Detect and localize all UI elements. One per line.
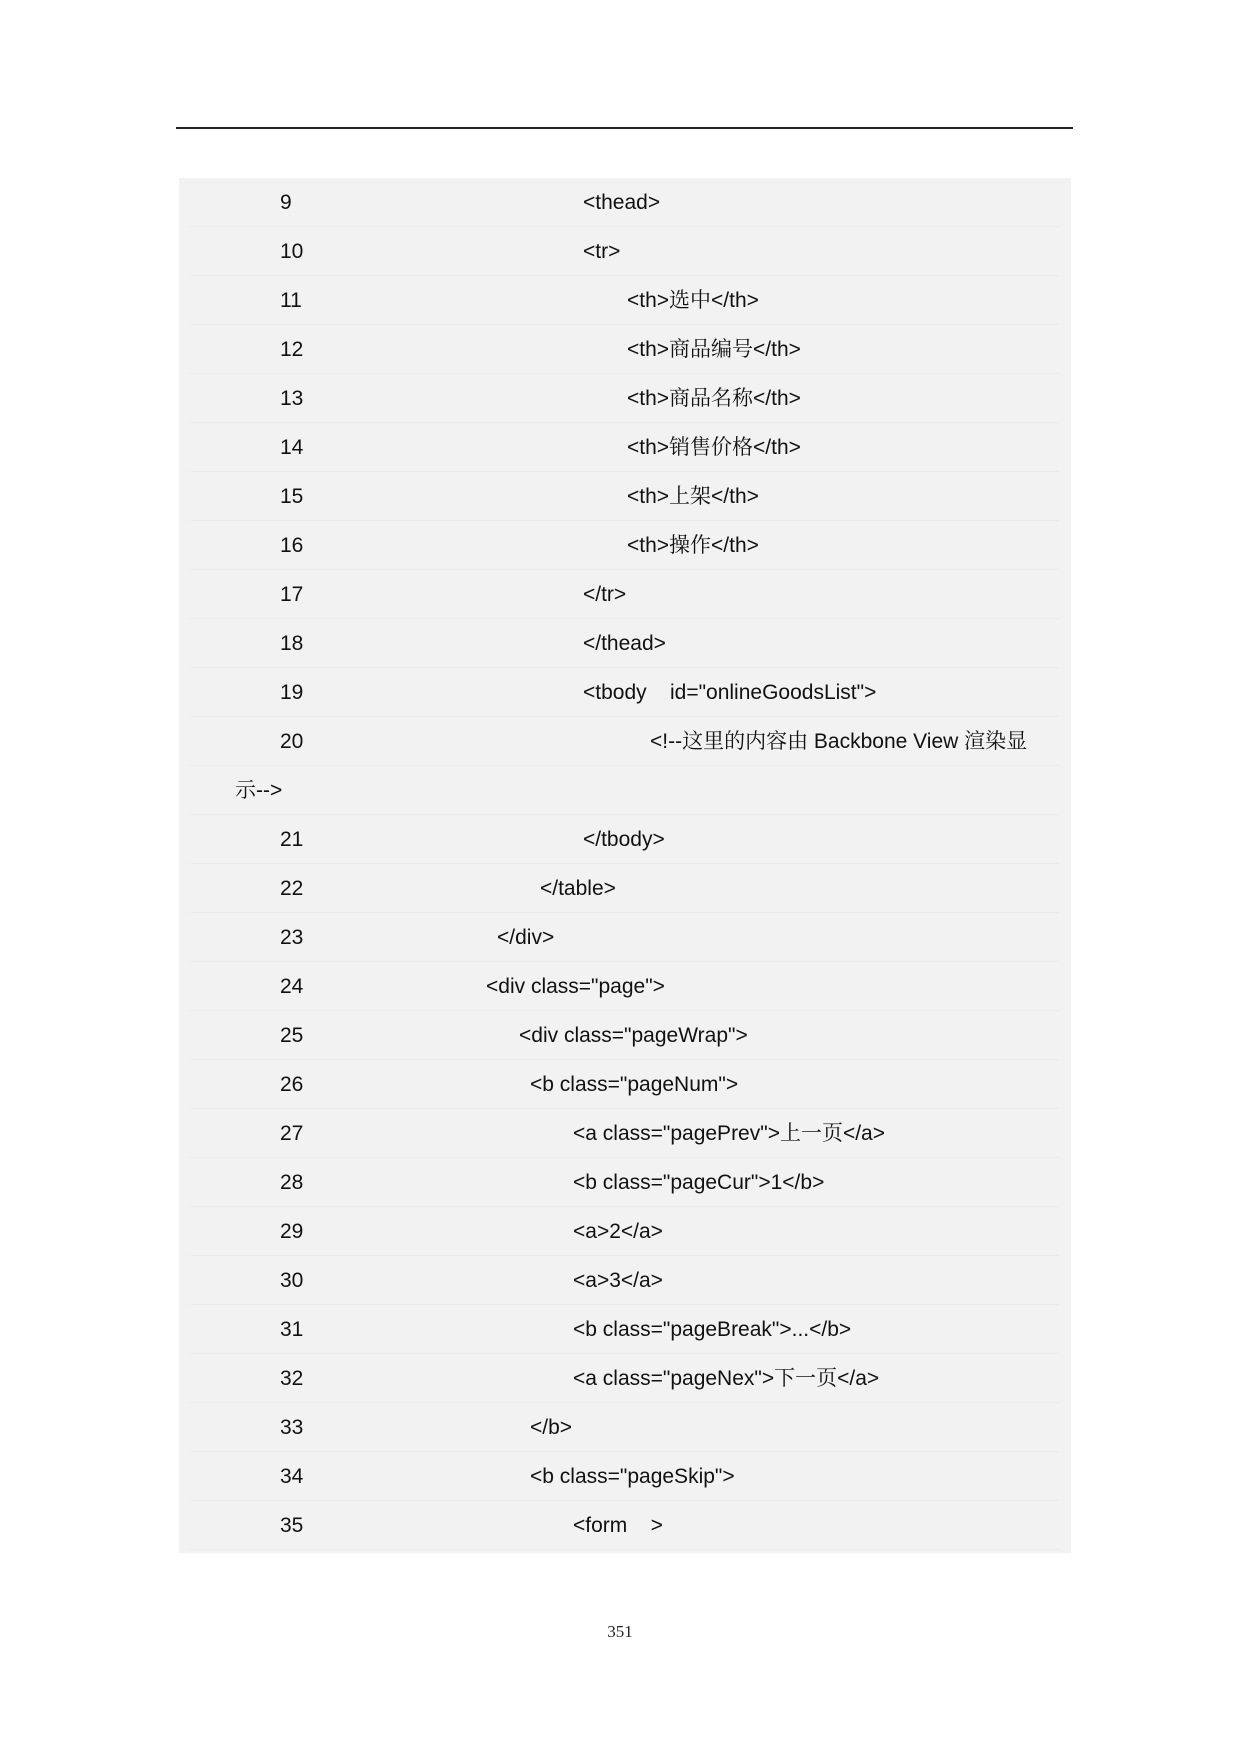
- line-code: 示-->: [235, 779, 283, 802]
- line-code: <b class="pageSkip">: [530, 1465, 735, 1488]
- line-code: <!--这里的内容由 Backbone View 渲染显: [650, 730, 1028, 753]
- line-code: <th>销售价格</th>: [627, 436, 801, 459]
- line-number: 20: [280, 730, 304, 753]
- code-line: [179, 1109, 1071, 1158]
- code-line: [179, 864, 1071, 913]
- code-line: [179, 668, 1071, 717]
- line-number: 23: [280, 926, 304, 949]
- line-code: <b class="pageBreak">...</b>: [573, 1318, 852, 1341]
- line-number: 29: [280, 1220, 304, 1243]
- line-number: 25: [280, 1024, 304, 1047]
- code-listing: [179, 178, 1071, 1553]
- code-line: [179, 1011, 1071, 1060]
- line-number: 9: [280, 191, 292, 214]
- line-code: <th>上架</th>: [627, 485, 759, 508]
- line-number: 26: [280, 1073, 304, 1096]
- line-code: <tr>: [583, 240, 621, 263]
- line-number: 12: [280, 338, 304, 361]
- line-code: </thead>: [583, 632, 666, 655]
- line-number: 15: [280, 485, 304, 508]
- line-code: <thead>: [583, 191, 661, 214]
- line-code: <form >: [573, 1514, 663, 1537]
- code-line: [179, 913, 1071, 962]
- line-number: 21: [280, 828, 304, 851]
- code-line: [179, 1305, 1071, 1354]
- line-number: 28: [280, 1171, 304, 1194]
- line-code: <a>2</a>: [573, 1220, 663, 1243]
- code-line: [179, 1158, 1071, 1207]
- line-code: </tbody>: [583, 828, 665, 851]
- code-line: [179, 325, 1071, 374]
- code-line: [179, 227, 1071, 276]
- code-line: [179, 1060, 1071, 1109]
- code-line: [179, 1256, 1071, 1305]
- code-line: [179, 570, 1071, 619]
- code-line: [179, 276, 1071, 325]
- code-line: [179, 717, 1071, 766]
- code-line: [179, 815, 1071, 864]
- line-number: 22: [280, 877, 304, 900]
- code-line: [179, 619, 1071, 668]
- line-code: <th>商品编号</th>: [627, 338, 801, 361]
- line-code: <a>3</a>: [573, 1269, 663, 1292]
- line-number: 11: [280, 289, 302, 312]
- code-line: [179, 178, 1071, 227]
- line-number: 30: [280, 1269, 304, 1292]
- code-line: [179, 521, 1071, 570]
- line-number: 27: [280, 1122, 304, 1145]
- line-code: </b>: [530, 1416, 573, 1439]
- line-number: 18: [280, 632, 304, 655]
- line-number: 34: [280, 1465, 304, 1488]
- code-line: [179, 1207, 1071, 1256]
- code-line: [179, 374, 1071, 423]
- code-line: [179, 962, 1071, 1011]
- line-number: 14: [280, 436, 304, 459]
- line-code: <tbody id="onlineGoodsList">: [583, 681, 877, 704]
- page-number: 351: [607, 1622, 633, 1641]
- line-code: <th>操作</th>: [627, 534, 759, 557]
- code-line: [179, 1403, 1071, 1452]
- line-code: <b class="pageCur">1</b>: [573, 1171, 825, 1194]
- code-line-wrapped: [179, 766, 1071, 815]
- line-number: 35: [280, 1514, 304, 1537]
- code-line: [179, 1501, 1071, 1550]
- header-rule: [176, 127, 1073, 129]
- code-line: [179, 423, 1071, 472]
- line-number: 33: [280, 1416, 304, 1439]
- line-code: <div class="page">: [486, 975, 665, 998]
- line-code: <th>商品名称</th>: [627, 387, 801, 410]
- line-code: </tr>: [583, 583, 627, 606]
- line-number: 31: [280, 1318, 304, 1341]
- line-number: 32: [280, 1367, 304, 1390]
- line-code: <div class="pageWrap">: [519, 1024, 748, 1047]
- line-number: 10: [280, 240, 304, 263]
- line-code: </div>: [497, 926, 555, 949]
- code-line: [179, 1452, 1071, 1501]
- line-code: <a class="pageNex">下一页</a>: [573, 1367, 880, 1390]
- code-line: [179, 472, 1071, 521]
- line-number: 16: [280, 534, 304, 557]
- line-code: </table>: [540, 877, 616, 900]
- line-number: 19: [280, 681, 304, 704]
- line-number: 13: [280, 387, 304, 410]
- line-code: <a class="pagePrev">上一页</a>: [573, 1122, 885, 1145]
- code-line: [179, 1354, 1071, 1403]
- line-code: <th>选中</th>: [627, 289, 759, 312]
- line-code: <b class="pageNum">: [530, 1073, 739, 1096]
- line-number: 24: [280, 975, 304, 998]
- line-number: 17: [280, 583, 304, 606]
